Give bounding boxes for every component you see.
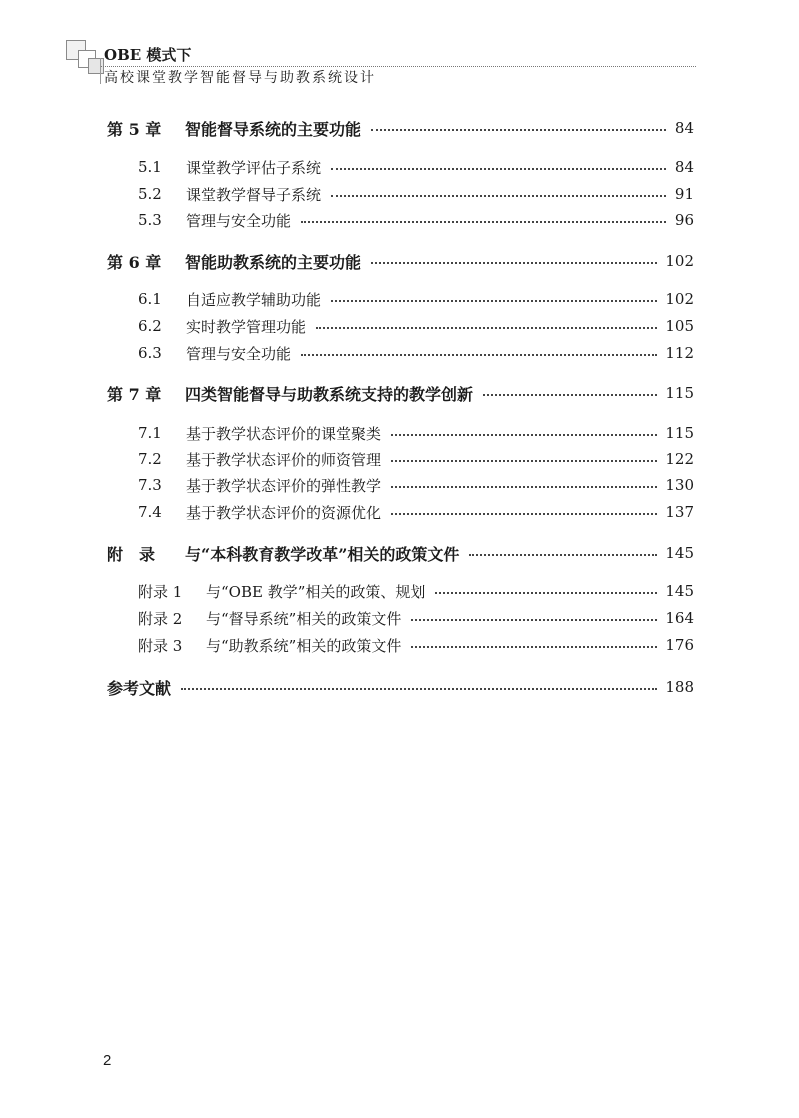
toc-entry-number: 5.3 [138, 211, 162, 229]
toc-entry-title: 实时教学管理功能 [186, 317, 307, 336]
toc-entry-section-5-1[interactable] [138, 156, 694, 178]
book-title: OBE 模式下 [104, 46, 192, 64]
toc-entry-section-7-3[interactable] [138, 474, 694, 496]
toc-entry-chapter-5[interactable] [107, 117, 694, 139]
toc-entry-appendix-3[interactable] [138, 634, 694, 656]
toc-entry-number: 7.1 [138, 424, 162, 442]
toc-entry-title: 与“督导系统”相关的政策文件 [206, 609, 402, 628]
toc-entry-number: 6.1 [138, 290, 162, 308]
toc-entry-number: 第 5 章 [107, 119, 162, 139]
toc-leader-dots [331, 300, 657, 302]
toc-leader-dots [391, 434, 657, 436]
toc-entry-title: 管理与安全功能 [186, 211, 292, 230]
toc-entry-section-5-3[interactable] [138, 209, 694, 231]
toc-entry-appendix[interactable] [107, 542, 694, 564]
toc-entry-title: 与“本科教育教学改革”相关的政策文件 [185, 544, 460, 564]
toc-entry-section-7-2[interactable] [138, 448, 694, 470]
toc-entry-title: 与“OBE 教学”相关的政策、规划 [206, 582, 426, 601]
toc-entry-title: 管理与安全功能 [186, 344, 292, 363]
book-subtitle: 高校课堂教学智能督导与助教系统设计 [104, 70, 376, 86]
toc-leader-dots [301, 354, 657, 356]
toc-entry-number: 5.1 [138, 158, 162, 176]
toc-entry-page: 96 [674, 211, 694, 229]
toc-leader-dots [435, 592, 657, 594]
toc-leader-dots [331, 195, 666, 197]
toc-entry-appendix-2[interactable] [138, 607, 694, 629]
toc-entry-page: 84 [674, 119, 694, 137]
running-header [0, 0, 799, 100]
header-vertical-rule [100, 58, 101, 84]
toc-entry-page: 176 [665, 636, 694, 654]
toc-entry-page: 84 [674, 158, 694, 176]
toc-entry-number: 附 录 [107, 544, 156, 564]
toc-entry-section-6-1[interactable] [138, 288, 694, 310]
toc-entry-number: 7.3 [138, 476, 162, 494]
toc-entry-page: 91 [674, 185, 694, 203]
toc-entry-title: 自适应教学辅助功能 [186, 290, 322, 309]
toc-leader-dots [483, 394, 657, 396]
toc-leader-dots [391, 513, 657, 515]
toc-leader-dots [181, 688, 657, 690]
toc-entry-page: 137 [665, 503, 694, 521]
toc-leader-dots [391, 486, 657, 488]
toc-entry-number: 6.3 [138, 344, 162, 362]
toc-entry-page: 164 [665, 609, 694, 627]
toc-entry-title: 基于教学状态评价的师资管理 [186, 450, 382, 469]
toc-entry-page: 115 [665, 424, 694, 442]
toc-entry-page: 188 [665, 678, 694, 696]
toc-entry-number: 附录 2 [138, 609, 183, 628]
toc-entry-number: 7.4 [138, 503, 162, 521]
toc-entry-page: 145 [665, 544, 694, 562]
toc-leader-dots [371, 262, 657, 264]
toc-entry-number: 7.2 [138, 450, 162, 468]
toc-entry-page: 105 [665, 317, 694, 335]
toc-entry-title: 四类智能督导与助教系统支持的教学创新 [185, 384, 474, 404]
toc-entry-section-7-1[interactable] [138, 422, 694, 444]
toc-entry-number: 第 7 章 [107, 384, 162, 404]
toc-entry-page: 102 [665, 252, 694, 270]
toc-entry-title: 智能助教系统的主要功能 [185, 252, 362, 272]
toc-entry-chapter-7[interactable] [107, 382, 694, 404]
toc-entry-page: 115 [665, 384, 694, 402]
toc-entry-appendix-1[interactable] [138, 580, 694, 602]
toc-leader-dots [411, 646, 657, 648]
toc-entry-page: 145 [665, 582, 694, 600]
page-number: 2 [103, 1052, 112, 1069]
toc-entry-title: 基于教学状态评价的弹性教学 [186, 476, 382, 495]
toc-leader-dots [469, 554, 657, 556]
toc-entry-page: 122 [665, 450, 694, 468]
toc-entry-chapter-6[interactable] [107, 250, 694, 272]
toc-entry-title: 基于教学状态评价的资源优化 [186, 503, 382, 522]
toc-entry-number: 附录 3 [138, 636, 183, 655]
toc-entry-references[interactable] [107, 676, 694, 698]
toc-entry-section-6-2[interactable] [138, 315, 694, 337]
toc-entry-title: 与“助教系统”相关的政策文件 [206, 636, 402, 655]
toc-entry-number: 第 6 章 [107, 252, 162, 272]
toc-entry-title: 智能督导系统的主要功能 [185, 119, 362, 139]
toc-entry-number: 5.2 [138, 185, 162, 203]
toc-leader-dots [371, 129, 666, 131]
toc-leader-dots [331, 168, 666, 170]
toc-entry-title: 课堂教学督导子系统 [186, 185, 322, 204]
header-dotted-rule [100, 66, 696, 67]
toc-leader-dots [301, 221, 666, 223]
toc-entry-section-7-4[interactable] [138, 501, 694, 523]
toc-entry-section-6-3[interactable] [138, 342, 694, 364]
toc-entry-page: 130 [665, 476, 694, 494]
toc-entry-title: 参考文献 [107, 678, 172, 698]
toc-entry-page: 102 [665, 290, 694, 308]
toc-leader-dots [391, 460, 657, 462]
toc-entry-title: 课堂教学评估子系统 [186, 158, 322, 177]
toc-entry-number: 6.2 [138, 317, 162, 335]
toc-entry-number: 附录 1 [138, 582, 183, 601]
toc-entry-section-5-2[interactable] [138, 183, 694, 205]
toc-leader-dots [411, 619, 657, 621]
toc-entry-title: 基于教学状态评价的课堂聚类 [186, 424, 382, 443]
toc-entry-page: 112 [665, 344, 694, 362]
toc-leader-dots [316, 327, 657, 329]
